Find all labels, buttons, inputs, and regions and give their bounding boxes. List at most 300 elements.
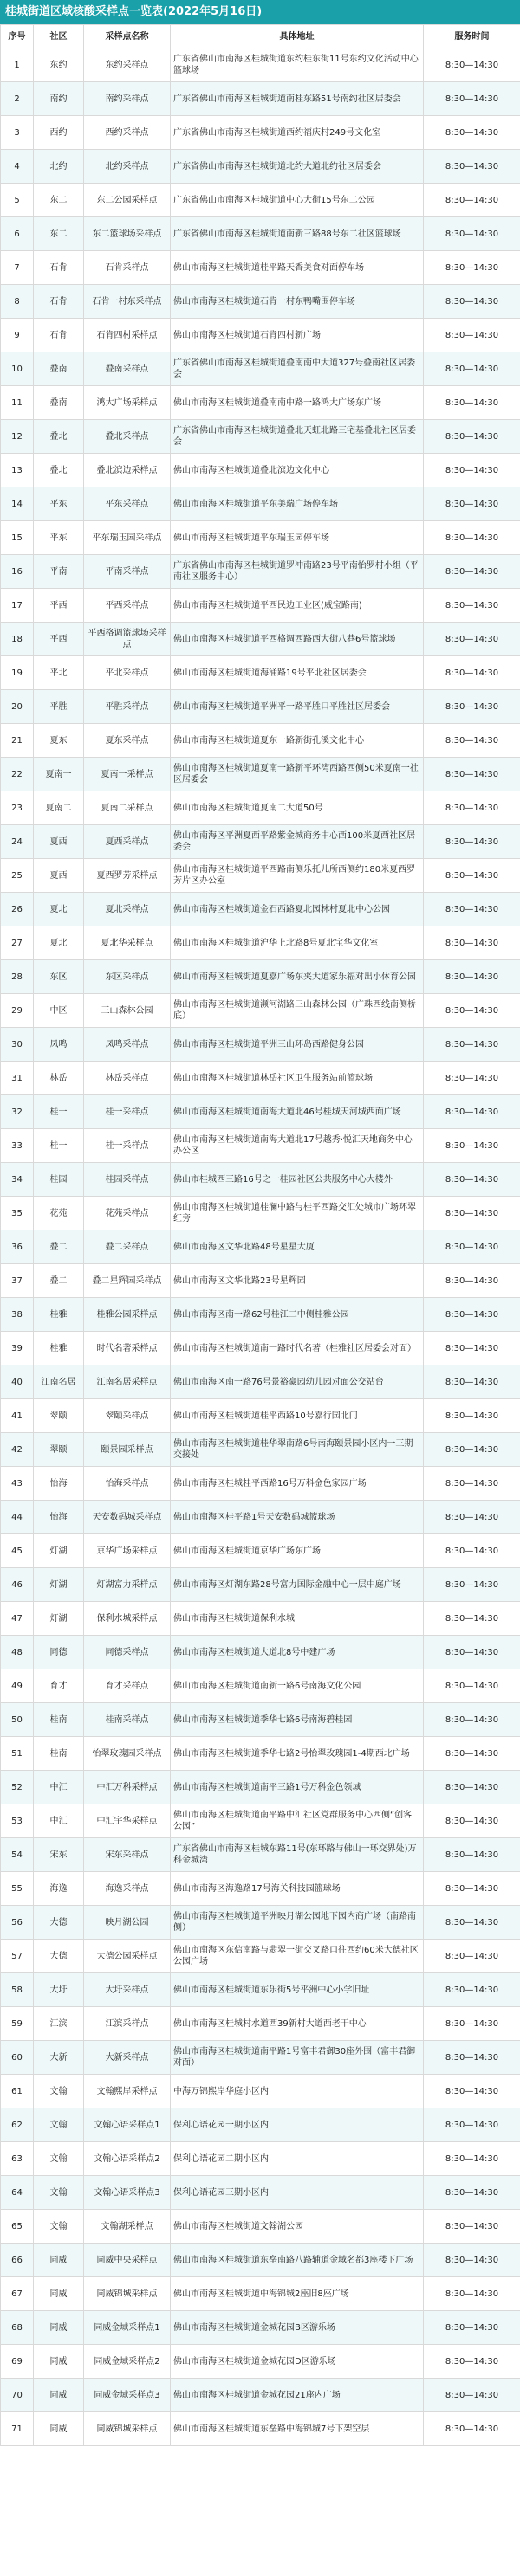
table-row: [1, 1602, 520, 1636]
row-service-time: 8:30—14:30: [424, 2379, 520, 2412]
row-address: 佛山市南海区桂城街道夏南一路新平环湾西路西侧50米夏南一社区居委会: [171, 758, 424, 791]
row-service-time: 8:30—14:30: [424, 82, 520, 116]
row-site-name: 叠北采样点: [84, 420, 171, 454]
row-community: 翠颐: [34, 1433, 84, 1467]
row-site-name: 平南采样点: [84, 555, 171, 589]
row-address: 佛山市南海区海逸路17号海关科技园篮球场: [171, 1872, 424, 1906]
page-title: 桂城街道区域核酸采样点一览表(2022年5月16日): [0, 0, 520, 24]
row-service-time: 8:30—14:30: [424, 960, 520, 994]
row-index: 66: [1, 2244, 34, 2277]
row-community: 中汇: [34, 1771, 84, 1804]
row-address: 广东省佛山市南海区桂城街道中心大街15号东二公园: [171, 184, 424, 217]
row-site-name: 夏南一采样点: [84, 758, 171, 791]
table-row: [1, 656, 520, 690]
row-service-time: 8:30—14:30: [424, 1872, 520, 1906]
table-row: [1, 184, 520, 217]
row-community: 同威: [34, 2345, 84, 2379]
table-row: [1, 1636, 520, 1669]
table-row: [1, 893, 520, 926]
row-address: 广东省佛山市南海区桂城街道叠北天虹北路三宅基叠北社区居委会: [171, 420, 424, 454]
row-site-name: 夏西罗芳采样点: [84, 859, 171, 893]
row-address: 保利心语花园一期小区内: [171, 2108, 424, 2142]
table-row: [1, 1906, 520, 1940]
row-address: 佛山市南海区桂城街道林岳社区卫生服务站前篮球场: [171, 1062, 424, 1095]
row-service-time: 8:30—14:30: [424, 994, 520, 1028]
row-service-time: 8:30—14:30: [424, 1163, 520, 1197]
row-service-time: 8:30—14:30: [424, 1602, 520, 1636]
row-community: 夏东: [34, 724, 84, 758]
row-community: 平胜: [34, 690, 84, 724]
row-service-time: 8:30—14:30: [424, 1669, 520, 1703]
row-service-time: 8:30—14:30: [424, 1365, 520, 1399]
row-address: 广东省佛山市南海区桂城街道罗冲南路23号平南怡罗村小组（平南社区服务中心）: [171, 555, 424, 589]
row-service-time: 8:30—14:30: [424, 1264, 520, 1298]
table-row: [1, 791, 520, 825]
row-index: 69: [1, 2345, 34, 2379]
row-service-time: 8:30—14:30: [424, 724, 520, 758]
table-row: [1, 1804, 520, 1838]
row-index: 23: [1, 791, 34, 825]
row-community: 北约: [34, 150, 84, 184]
row-service-time: 8:30—14:30: [424, 2277, 520, 2311]
row-service-time: 8:30—14:30: [424, 1298, 520, 1332]
row-community: 海逸: [34, 1872, 84, 1906]
row-index: 1: [1, 48, 34, 82]
row-index: 46: [1, 1568, 34, 1602]
row-community: 石肯: [34, 285, 84, 319]
row-address: 佛山市南海区文华北路48号星星大厦: [171, 1230, 424, 1264]
row-community: 叠北: [34, 454, 84, 487]
row-service-time: 8:30—14:30: [424, 2108, 520, 2142]
row-index: 2: [1, 82, 34, 116]
row-address: 佛山市南海区桂城街道南海大道北46号桂城天河城西面广场: [171, 1095, 424, 1129]
row-address: 佛山市南海区桂城街道南海大道北17号越秀·悦汇天地商务中心办公区: [171, 1129, 424, 1163]
row-index: 21: [1, 724, 34, 758]
row-community: 东二: [34, 184, 84, 217]
row-community: 大德: [34, 1940, 84, 1973]
row-community: 同威: [34, 2244, 84, 2277]
row-service-time: 8:30—14:30: [424, 2142, 520, 2176]
header-community: 社区: [34, 25, 84, 48]
row-index: 15: [1, 521, 34, 555]
table-row: [1, 521, 520, 555]
row-index: 19: [1, 656, 34, 690]
row-site-name: 怡海采样点: [84, 1467, 171, 1501]
row-service-time: 8:30—14:30: [424, 319, 520, 352]
row-site-name: 大德公园采样点: [84, 1940, 171, 1973]
row-address: 广东省佛山市南海区桂城街道南新三路88号东二社区篮球场: [171, 217, 424, 251]
table-row: [1, 2007, 520, 2041]
row-community: 夏北: [34, 893, 84, 926]
row-service-time: 8:30—14:30: [424, 1973, 520, 2007]
row-site-name: 北约采样点: [84, 150, 171, 184]
table-row: [1, 2210, 520, 2244]
row-address: 佛山市南海区文华北路23号星辉园: [171, 1264, 424, 1298]
row-address: 广东省佛山市南海区桂城街道西约福庆村249号文化室: [171, 116, 424, 150]
table-row: [1, 1028, 520, 1062]
row-community: 石肯: [34, 251, 84, 285]
row-site-name: 桂一采样点: [84, 1129, 171, 1163]
header-service-time: 服务时间: [424, 25, 520, 48]
row-community: 平北: [34, 656, 84, 690]
row-site-name: 天安数码城采样点: [84, 1501, 171, 1534]
row-index: 60: [1, 2041, 34, 2075]
table-row: [1, 2075, 520, 2108]
row-community: 桂园: [34, 1163, 84, 1197]
table-row: [1, 2041, 520, 2075]
row-community: 石肯: [34, 319, 84, 352]
row-service-time: 8:30—14:30: [424, 656, 520, 690]
table-row: [1, 1129, 520, 1163]
row-site-name: 石肯一村东采样点: [84, 285, 171, 319]
row-site-name: 平胜采样点: [84, 690, 171, 724]
row-community: 大圩: [34, 1973, 84, 2007]
table-row: [1, 2108, 520, 2142]
row-site-name: 颐景园采样点: [84, 1433, 171, 1467]
row-site-name: 京华广场采样点: [84, 1534, 171, 1568]
table-row: [1, 386, 520, 420]
row-address: 佛山市南海区桂城街道东乐街5号平洲中心小学旧址: [171, 1973, 424, 2007]
row-site-name: 夏北华采样点: [84, 926, 171, 960]
row-address: 广东省佛山市南海区桂城东路11号(东环路与佛山一环交界处)万科金城湾: [171, 1838, 424, 1872]
row-site-name: 夏东采样点: [84, 724, 171, 758]
row-community: 桂雅: [34, 1332, 84, 1365]
row-index: 56: [1, 1906, 34, 1940]
row-community: 怡海: [34, 1501, 84, 1534]
row-community: 凤鸣: [34, 1028, 84, 1062]
table-row: [1, 2345, 520, 2379]
row-site-name: 时代名著采样点: [84, 1332, 171, 1365]
row-community: 南约: [34, 82, 84, 116]
row-service-time: 8:30—14:30: [424, 487, 520, 521]
row-address: 佛山市南海区桂城街道中海锦城2座旧8座广场: [171, 2277, 424, 2311]
row-address: 保利心语花园二期小区内: [171, 2142, 424, 2176]
row-site-name: 叠二星辉园采样点: [84, 1264, 171, 1298]
table-row: [1, 825, 520, 859]
row-address: 佛山市桂城西三路16号之一桂园社区公共服务中心大楼外: [171, 1163, 424, 1197]
sampling-sites-table: [0, 24, 520, 2446]
table-row: [1, 1399, 520, 1433]
row-community: 东区: [34, 960, 84, 994]
table-row: [1, 1737, 520, 1771]
row-community: 花苑: [34, 1197, 84, 1230]
table-row: [1, 1872, 520, 1906]
row-site-name: 花苑采样点: [84, 1197, 171, 1230]
row-community: 桂南: [34, 1703, 84, 1737]
row-index: 64: [1, 2176, 34, 2210]
row-site-name: 江滨采样点: [84, 2007, 171, 2041]
row-service-time: 8:30—14:30: [424, 2311, 520, 2345]
row-site-name: 江南名居采样点: [84, 1365, 171, 1399]
row-site-name: 文翰心语采样点1: [84, 2108, 171, 2142]
row-address: 佛山市南海区桂城街道叠南南中路一路鸿大广场东广场: [171, 386, 424, 420]
row-address: 佛山市南海区桂城街道金城花园D区游乐场: [171, 2345, 424, 2379]
row-service-time: 8:30—14:30: [424, 251, 520, 285]
row-address: 佛山市南海区桂城街道沪华上北路8号夏北宝华文化室: [171, 926, 424, 960]
table-row: [1, 724, 520, 758]
table-row: [1, 1771, 520, 1804]
table-row: [1, 1433, 520, 1467]
row-site-name: 石肯四村采样点: [84, 319, 171, 352]
row-community: 翠颐: [34, 1399, 84, 1433]
table-row: [1, 1163, 520, 1197]
row-address: 佛山市南海区桂城街道季华七路2号怡翠玫瑰园1-4期西北广场: [171, 1737, 424, 1771]
row-community: 西约: [34, 116, 84, 150]
table-row: [1, 1365, 520, 1399]
table-row: [1, 1838, 520, 1872]
row-community: 叠南: [34, 352, 84, 386]
row-index: 12: [1, 420, 34, 454]
row-index: 61: [1, 2075, 34, 2108]
row-service-time: 8:30—14:30: [424, 690, 520, 724]
row-address: 佛山市南海区桂城街道平东瑞玉园停车场: [171, 521, 424, 555]
row-index: 34: [1, 1163, 34, 1197]
row-index: 14: [1, 487, 34, 521]
row-address: 佛山市南海区桂城街道桂华翠南路6号南海颐景园小区内一三期交接处: [171, 1433, 424, 1467]
row-service-time: 8:30—14:30: [424, 2345, 520, 2379]
table-row: [1, 2412, 520, 2446]
row-site-name: 育才采样点: [84, 1669, 171, 1703]
row-address: 广东省佛山市南海区桂城街道东约桂东街11号东约文化活动中心篮球场: [171, 48, 424, 82]
row-service-time: 8:30—14:30: [424, 825, 520, 859]
row-address: 佛山市南海区平洲夏西平路紫金城商务中心西100米夏西社区居委会: [171, 825, 424, 859]
row-address: 佛山市南海区灯湖东路28号富力国际金融中心一层中庭广场: [171, 1568, 424, 1602]
row-index: 39: [1, 1332, 34, 1365]
row-index: 8: [1, 285, 34, 319]
row-site-name: 同威锦城采样点: [84, 2277, 171, 2311]
row-site-name: 南约采样点: [84, 82, 171, 116]
row-community: 大新: [34, 2041, 84, 2075]
row-community: 宋东: [34, 1838, 84, 1872]
header-index: 序号: [1, 25, 34, 48]
row-service-time: 8:30—14:30: [424, 2244, 520, 2277]
row-index: 50: [1, 1703, 34, 1737]
row-community: 中汇: [34, 1804, 84, 1838]
row-site-name: 桂园采样点: [84, 1163, 171, 1197]
row-community: 东约: [34, 48, 84, 82]
row-service-time: 8:30—14:30: [424, 589, 520, 623]
table-row: [1, 116, 520, 150]
row-address: 佛山市南海区桂城街道金城花园B区游乐场: [171, 2311, 424, 2345]
row-community: 桂雅: [34, 1298, 84, 1332]
row-service-time: 8:30—14:30: [424, 1534, 520, 1568]
row-site-name: 林岳采样点: [84, 1062, 171, 1095]
row-community: 江滨: [34, 2007, 84, 2041]
row-service-time: 8:30—14:30: [424, 2412, 520, 2446]
table-row: [1, 2244, 520, 2277]
row-site-name: 文翰心语采样点2: [84, 2142, 171, 2176]
row-site-name: 叠北滨边采样点: [84, 454, 171, 487]
row-service-time: 8:30—14:30: [424, 1230, 520, 1264]
row-index: 6: [1, 217, 34, 251]
row-address: 佛山市南海区桂城街道平洲映月湖公园地下园内商广场（南路南侧）: [171, 1906, 424, 1940]
row-site-name: 叠二采样点: [84, 1230, 171, 1264]
row-service-time: 8:30—14:30: [424, 1568, 520, 1602]
row-index: 33: [1, 1129, 34, 1163]
row-service-time: 8:30—14:30: [424, 859, 520, 893]
table-row: [1, 1973, 520, 2007]
row-address: 佛山市南海区桂城街道平西格调西路西大街八巷6号篮球场: [171, 623, 424, 656]
row-index: 31: [1, 1062, 34, 1095]
row-community: 文翰: [34, 2142, 84, 2176]
row-community: 灯湖: [34, 1568, 84, 1602]
row-community: 育才: [34, 1669, 84, 1703]
row-service-time: 8:30—14:30: [424, 1433, 520, 1467]
row-site-name: 叠南采样点: [84, 352, 171, 386]
table-row: [1, 1095, 520, 1129]
row-site-name: 东约采样点: [84, 48, 171, 82]
row-site-name: 平东瑞玉园采样点: [84, 521, 171, 555]
row-address: 佛山市南海区桂城街道东垒南路八路辅道金域名都3座楼下广场: [171, 2244, 424, 2277]
table-row: [1, 454, 520, 487]
row-index: 43: [1, 1467, 34, 1501]
table-row: [1, 1940, 520, 1973]
row-service-time: 8:30—14:30: [424, 521, 520, 555]
table-row: [1, 1332, 520, 1365]
row-site-name: 同威中央采样点: [84, 2244, 171, 2277]
row-index: 57: [1, 1940, 34, 1973]
row-site-name: 同德采样点: [84, 1636, 171, 1669]
row-index: 32: [1, 1095, 34, 1129]
row-index: 62: [1, 2108, 34, 2142]
row-site-name: 三山森林公园: [84, 994, 171, 1028]
row-index: 27: [1, 926, 34, 960]
table-row: [1, 1568, 520, 1602]
row-index: 3: [1, 116, 34, 150]
table-row: [1, 1298, 520, 1332]
row-service-time: 8:30—14:30: [424, 1062, 520, 1095]
row-site-name: 西约采样点: [84, 116, 171, 150]
row-index: 71: [1, 2412, 34, 2446]
row-service-time: 8:30—14:30: [424, 1028, 520, 1062]
row-index: 49: [1, 1669, 34, 1703]
row-community: 同威: [34, 2277, 84, 2311]
row-service-time: 8:30—14:30: [424, 116, 520, 150]
row-community: 同威: [34, 2379, 84, 2412]
row-index: 51: [1, 1737, 34, 1771]
table-body: [1, 48, 520, 2446]
row-address: 佛山市南海区桂城街道桂澜中路与桂平西路交汇处城市广场环翠红旁: [171, 1197, 424, 1230]
row-address: 佛山市南海区南一路76号景裕豪园幼儿园对面公交站台: [171, 1365, 424, 1399]
row-service-time: 8:30—14:30: [424, 1906, 520, 1940]
row-index: 5: [1, 184, 34, 217]
row-site-name: 同威金域采样点1: [84, 2311, 171, 2345]
row-address: 佛山市南海区南一路62号桂江二中侧桂雅公园: [171, 1298, 424, 1332]
row-service-time: 8:30—14:30: [424, 1737, 520, 1771]
row-community: 平西: [34, 589, 84, 623]
row-address: 佛山市南海区桂城街道桂平西路10号嘉行园北门: [171, 1399, 424, 1433]
table-row: [1, 1197, 520, 1230]
row-index: 70: [1, 2379, 34, 2412]
row-index: 25: [1, 859, 34, 893]
row-site-name: 大圩采样点: [84, 1973, 171, 2007]
row-address: 佛山市南海区桂城村水道西39新村大道西老干中心: [171, 2007, 424, 2041]
row-site-name: 文翰湖采样点: [84, 2210, 171, 2244]
row-community: 江南名居: [34, 1365, 84, 1399]
table-row: [1, 690, 520, 724]
row-site-name: 桂南采样点: [84, 1703, 171, 1737]
row-address: 佛山市南海区桂城街道石肯四村新广场: [171, 319, 424, 352]
row-community: 平东: [34, 521, 84, 555]
row-service-time: 8:30—14:30: [424, 1197, 520, 1230]
table-row: [1, 2277, 520, 2311]
row-site-name: 灯湖富力采样点: [84, 1568, 171, 1602]
row-index: 40: [1, 1365, 34, 1399]
row-address: 佛山市南海区桂城街道叠北滨边文化中心: [171, 454, 424, 487]
header-address: 具体地址: [171, 25, 424, 48]
row-index: 59: [1, 2007, 34, 2041]
row-index: 47: [1, 1602, 34, 1636]
table-row: [1, 150, 520, 184]
table-row: [1, 555, 520, 589]
row-index: 26: [1, 893, 34, 926]
row-community: 文翰: [34, 2108, 84, 2142]
row-community: 文翰: [34, 2075, 84, 2108]
row-community: 林岳: [34, 1062, 84, 1095]
row-service-time: 8:30—14:30: [424, 791, 520, 825]
row-community: 灯湖: [34, 1602, 84, 1636]
table-row: [1, 2142, 520, 2176]
table-row: [1, 352, 520, 386]
row-service-time: 8:30—14:30: [424, 1804, 520, 1838]
row-service-time: 8:30—14:30: [424, 1467, 520, 1501]
row-service-time: 8:30—14:30: [424, 1095, 520, 1129]
row-address: 佛山市南海区桂城街道京华广场东广场: [171, 1534, 424, 1568]
row-site-name: 桂一采样点: [84, 1095, 171, 1129]
row-address: 佛山市南海区桂城街道保利水城: [171, 1602, 424, 1636]
row-community: 中区: [34, 994, 84, 1028]
row-index: 52: [1, 1771, 34, 1804]
row-service-time: 8:30—14:30: [424, 1703, 520, 1737]
row-community: 文翰: [34, 2210, 84, 2244]
row-address: 佛山市南海区桂平路1号天安数码城篮球场: [171, 1501, 424, 1534]
table-row: [1, 589, 520, 623]
row-address: 佛山市南海区桂城街道大道北8号中建广场: [171, 1636, 424, 1669]
row-index: 22: [1, 758, 34, 791]
row-community: 文翰: [34, 2176, 84, 2210]
row-community: 叠北: [34, 420, 84, 454]
row-address: 佛山市南海区东信南路与翡翠一街交叉路口往西约60米大德社区公园广场: [171, 1940, 424, 1973]
row-site-name: 宋东采样点: [84, 1838, 171, 1872]
table-header-row: [1, 25, 520, 48]
row-site-name: 石肯采样点: [84, 251, 171, 285]
row-index: 16: [1, 555, 34, 589]
row-service-time: 8:30—14:30: [424, 555, 520, 589]
row-community: 桂南: [34, 1737, 84, 1771]
row-address: 中海万锦熙岸华庭小区内: [171, 2075, 424, 2108]
row-index: 4: [1, 150, 34, 184]
row-community: 灯湖: [34, 1534, 84, 1568]
row-site-name: 海逸采样点: [84, 1872, 171, 1906]
row-community: 夏南一: [34, 758, 84, 791]
row-index: 48: [1, 1636, 34, 1669]
row-community: 怡海: [34, 1467, 84, 1501]
row-site-name: 平西采样点: [84, 589, 171, 623]
row-site-name: 鸿大广场采样点: [84, 386, 171, 420]
row-index: 41: [1, 1399, 34, 1433]
table-row: [1, 1669, 520, 1703]
row-address: 佛山市南海区桂城街道南平三路1号万科金色领域: [171, 1771, 424, 1804]
row-address: 佛山市南海区桂城街道南新一路6号南海文化公园: [171, 1669, 424, 1703]
row-site-name: 翠颐采样点: [84, 1399, 171, 1433]
row-service-time: 8:30—14:30: [424, 217, 520, 251]
row-address: 佛山市南海区桂城街道平西路南侧乐托儿所西侧约180米夏西罗芳片区办公室: [171, 859, 424, 893]
table-row: [1, 1534, 520, 1568]
row-site-name: 东二篮球场采样点: [84, 217, 171, 251]
row-service-time: 8:30—14:30: [424, 150, 520, 184]
row-index: 67: [1, 2277, 34, 2311]
row-index: 54: [1, 1838, 34, 1872]
